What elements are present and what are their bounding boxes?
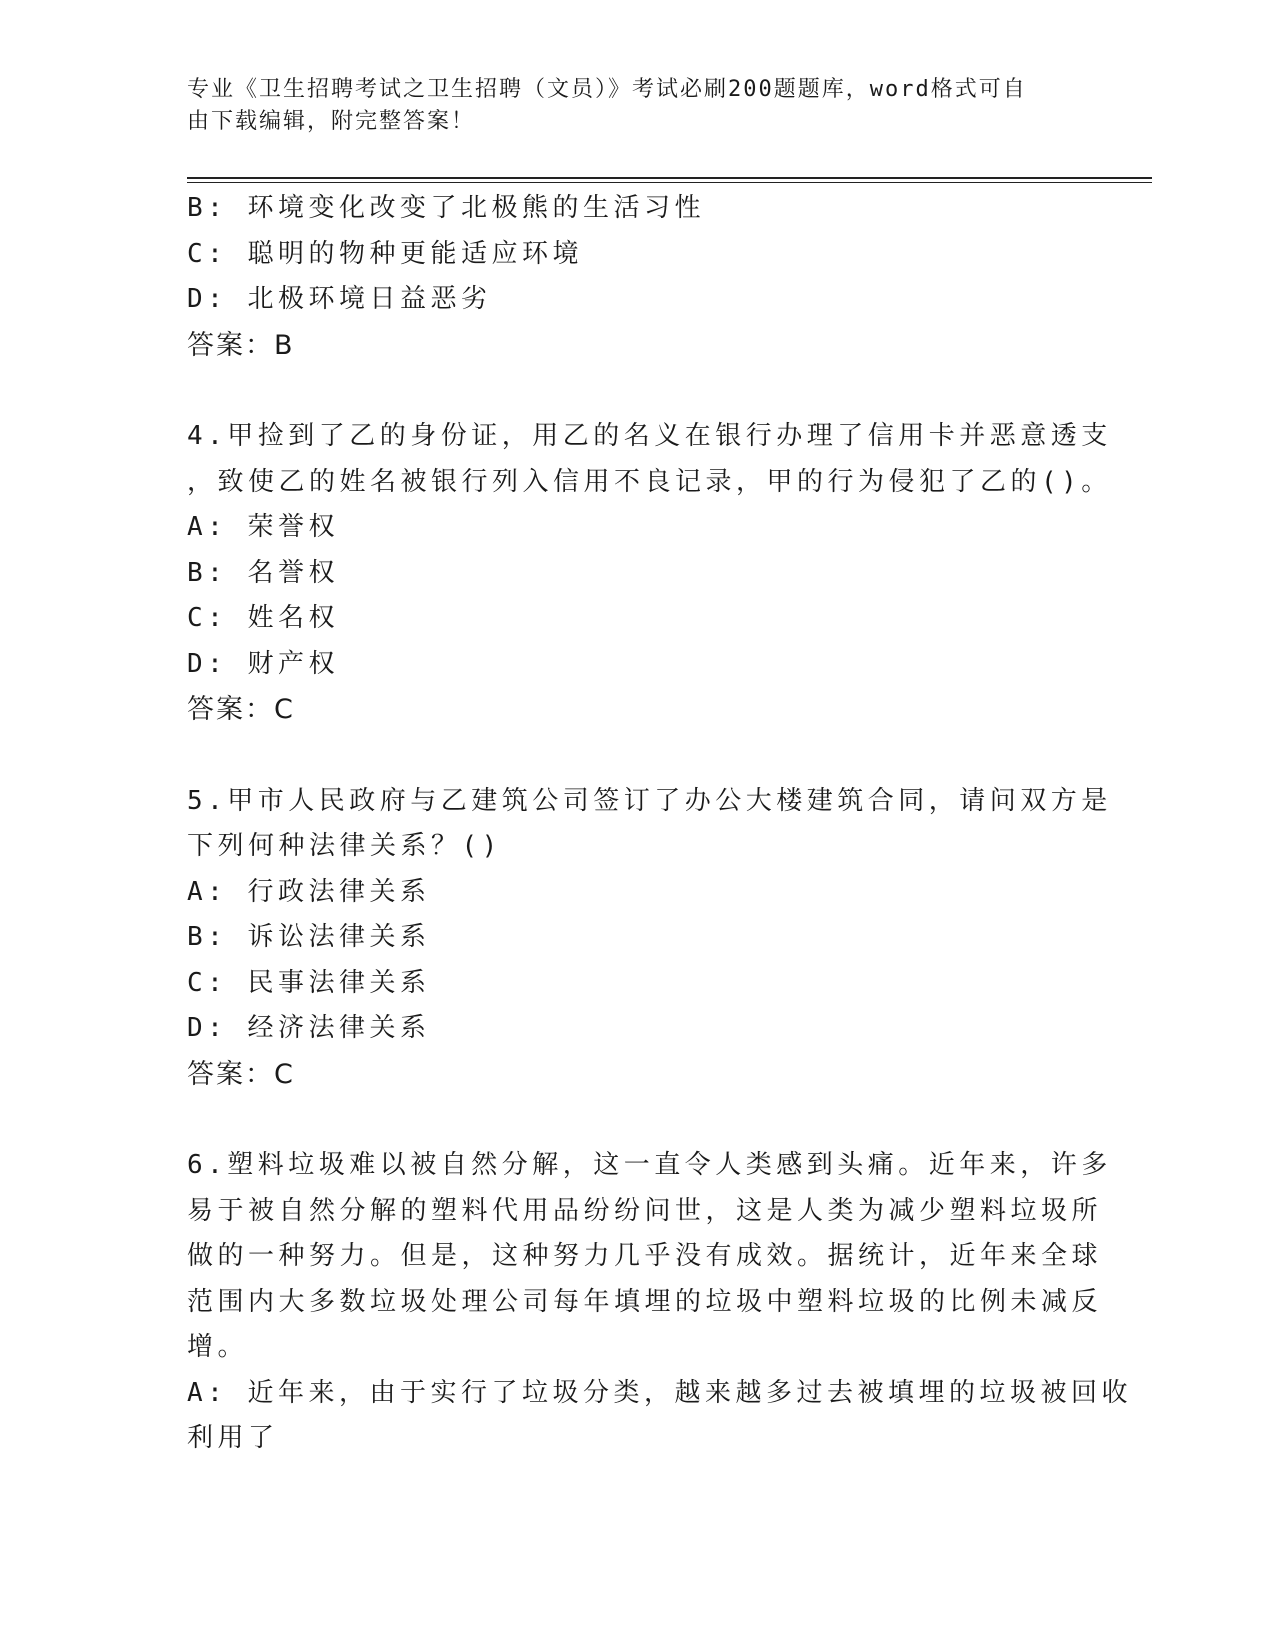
question-stem-line: 6.塑料垃圾难以被自然分解，这一直令人类感到头痛。近年来，许多 — [187, 1150, 1112, 1180]
question-5 — [187, 779, 1112, 1098]
option-a-continued: 利用了 — [187, 1423, 279, 1453]
option-a: A: 近年来，由于实行了垃圾分类，越来越多过去被填埋的垃圾被回收 — [187, 1377, 1132, 1408]
spacer — [187, 733, 1067, 779]
answer-line: 答案：B — [187, 329, 295, 361]
question-4 — [187, 414, 1112, 733]
question-stem-line: 范围内大多数垃圾处理公司每年填埋的垃圾中塑料垃圾的比例未减反 — [187, 1286, 1103, 1317]
answer-line: 答案：C — [187, 694, 295, 725]
header-line-2: 由下载编辑，附完整答案！ — [187, 109, 476, 134]
question-stem-line: 做的一种努力。但是，这种努力几乎没有成效。据统计，近年来全球 — [187, 1241, 1103, 1271]
option-b: B: 诉讼法律关系 — [187, 922, 431, 952]
option-c: C: 聪明的物种更能适应环境 — [187, 238, 583, 269]
answer-line: 答案：C — [187, 1058, 295, 1090]
question-stem-line: 增。 — [187, 1332, 249, 1362]
question-stem-line: 下列何种法律关系？() — [187, 831, 502, 861]
document-header — [187, 74, 1067, 138]
spacer — [187, 368, 1067, 414]
option-a: A: 荣誉权 — [187, 512, 339, 542]
option-b: B: 名誉权 — [187, 557, 339, 588]
option-d: D: 财产权 — [187, 648, 339, 679]
spacer — [187, 1097, 1067, 1143]
question-list — [187, 186, 1132, 1462]
header-line-1: 专业《卫生招聘考试之卫生招聘（文员）》考试必刷200题题库，word格式可自 — [187, 77, 1027, 102]
option-b: B: 环境变化改变了北极熊的生活习性 — [187, 193, 705, 223]
option-a: A: 行政法律关系 — [187, 876, 431, 907]
header-divider-thick — [187, 177, 1152, 179]
option-d: D: 经济法律关系 — [187, 1013, 431, 1043]
option-c: C: 民事法律关系 — [187, 967, 431, 998]
question-stem-line: 易于被自然分解的塑料代用品纷纷问世，这是人类为减少塑料垃圾所 — [187, 1195, 1103, 1226]
question-6 — [187, 1143, 1132, 1462]
option-d: D: 北极环境日益恶劣 — [187, 284, 492, 314]
question-stem-line: ，致使乙的姓名被银行列入信用不良记录，甲的行为侵犯了乙的()。 — [187, 466, 1112, 497]
question-stem-line: 5.甲市人民政府与乙建筑公司签订了办公大楼建筑合同，请问双方是 — [187, 785, 1112, 816]
question-3-tail — [187, 186, 1067, 368]
header-divider-thin — [187, 182, 1152, 183]
question-stem-line: 4.甲捡到了乙的身份证，用乙的名义在银行办理了信用卡并恶意透支 — [187, 421, 1112, 451]
option-c: C: 姓名权 — [187, 603, 339, 633]
